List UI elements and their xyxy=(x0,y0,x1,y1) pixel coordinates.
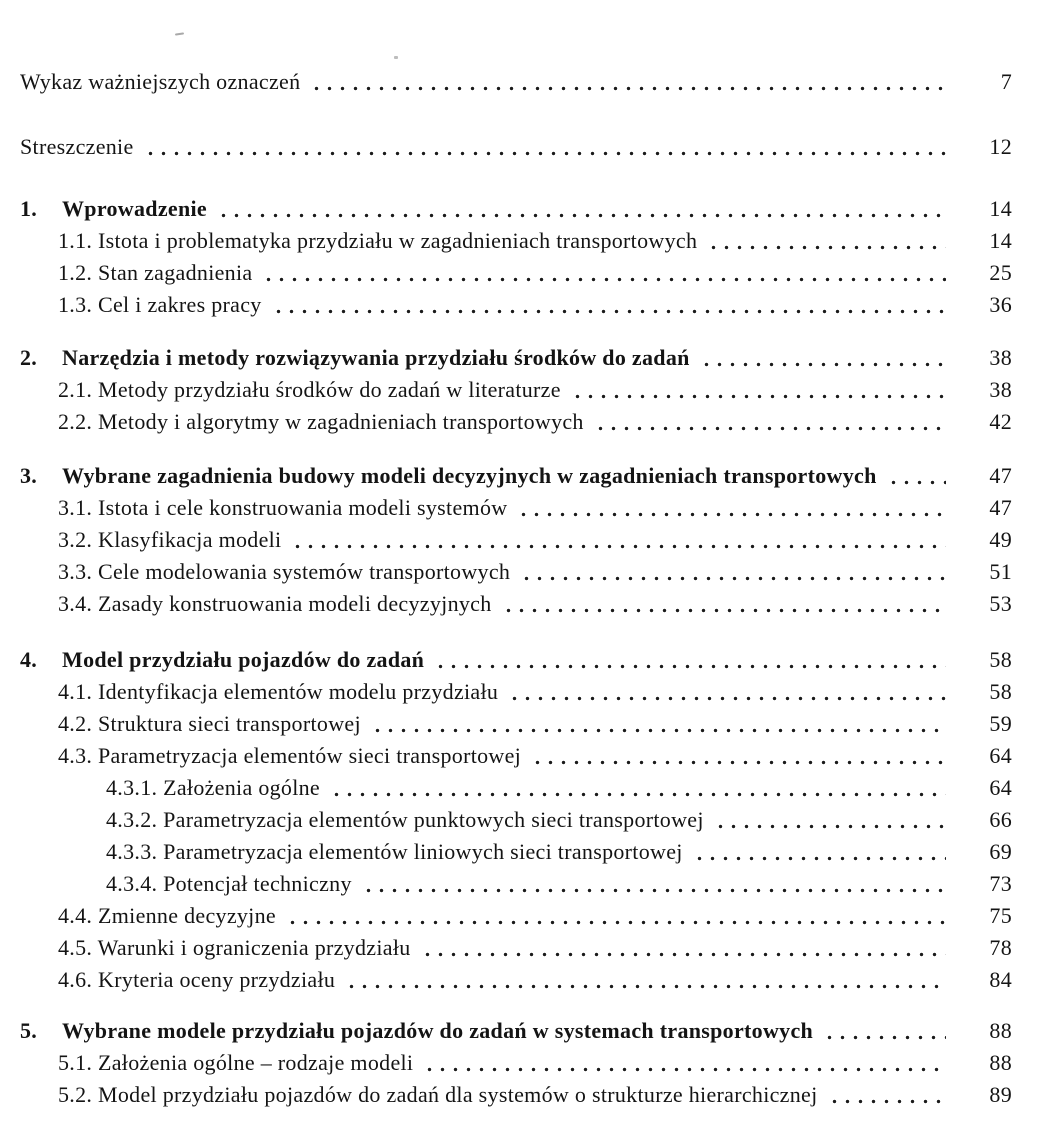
toc-entry-4-3-4 xyxy=(106,868,1012,900)
toc-page-number: 88 xyxy=(989,1050,1012,1075)
toc-chapter-3 xyxy=(20,460,1012,492)
toc-page-number: 53 xyxy=(989,591,1012,616)
toc-entry-4-3-2 xyxy=(106,804,1012,836)
toc-entry-label: Narzędzia i metody rozwiązywania przydziału środków do zadań xyxy=(62,345,690,370)
toc-page-number: 36 xyxy=(989,292,1012,317)
dot-leader xyxy=(499,588,946,620)
toc-entry-5-2 xyxy=(58,1079,1012,1111)
toc-entry-4-3-3 xyxy=(106,836,1012,868)
toc-page-number: 25 xyxy=(989,260,1012,285)
toc-entry-3-1 xyxy=(58,492,1012,524)
toc-entry-4-3-1 xyxy=(106,772,1012,804)
dot-leader xyxy=(283,900,946,932)
toc-entry-label: 3.4. Zasady konstruowania modeli decyzyjnych xyxy=(58,591,492,616)
toc-page-number: 66 xyxy=(989,807,1012,832)
toc-entry-label: 3.1. Istota i cele konstruowania modeli systemów xyxy=(58,495,508,520)
toc-page-number: 47 xyxy=(989,463,1012,488)
dot-leader xyxy=(505,676,946,708)
toc-entry-2-2 xyxy=(58,406,1012,438)
dot-leader xyxy=(368,708,946,740)
toc-page-number: 89 xyxy=(989,1082,1012,1107)
toc-entry-1-2 xyxy=(58,257,1012,289)
toc-page-number: 58 xyxy=(989,679,1012,704)
dot-leader xyxy=(288,524,946,556)
dot-leader xyxy=(141,131,946,163)
toc-entry-label: 4.3.1. Założenia ogólne xyxy=(106,775,320,800)
dot-leader xyxy=(825,1079,946,1111)
toc-entry-label: 5.2. Model przydziału pojazdów do zadań dla systemów o strukturze hierarchicznej xyxy=(58,1082,818,1107)
toc-page-number: 14 xyxy=(989,228,1012,253)
dot-leader xyxy=(359,868,946,900)
toc-entry-label: 1.2. Stan zagadnienia xyxy=(58,260,253,285)
dot-leader xyxy=(259,257,946,289)
toc-entry-label: 4.3.4. Potencjał techniczny xyxy=(106,871,352,896)
toc-entry-label: Model przydziału pojazdów do zadań xyxy=(62,647,425,672)
dot-leader xyxy=(711,804,946,836)
toc-page-number: 58 xyxy=(989,647,1012,672)
toc-page-number: 49 xyxy=(989,527,1012,552)
toc-entry-label: Wprowadzenie xyxy=(62,196,207,221)
toc-entry-2-1 xyxy=(58,374,1012,406)
dot-leader xyxy=(884,460,946,492)
dot-leader xyxy=(431,644,946,676)
dot-leader xyxy=(568,374,946,406)
dot-leader xyxy=(420,1047,946,1079)
toc-chapter-number: 3. xyxy=(20,463,38,488)
toc-chapter-number: 1. xyxy=(20,196,38,221)
toc-page-number: 88 xyxy=(989,1018,1012,1043)
dot-leader xyxy=(697,342,946,374)
toc-entry-4-4 xyxy=(58,900,1012,932)
toc-entry-label: 4.2. Struktura sieci transportowej xyxy=(58,711,361,736)
toc-page-number: 12 xyxy=(989,134,1012,159)
toc-entry-5-1 xyxy=(58,1047,1012,1079)
dot-leader xyxy=(704,225,946,257)
toc-page-number: 69 xyxy=(989,839,1012,864)
scan-artifact xyxy=(394,56,398,59)
toc-chapter-1 xyxy=(20,193,1012,225)
toc-entry-label: 3.3. Cele modelowania systemów transportowych xyxy=(58,559,511,584)
toc-page-number: 38 xyxy=(989,377,1012,402)
dot-leader xyxy=(690,836,946,868)
toc-entry-label: Wykaz ważniejszych oznaczeń xyxy=(20,69,301,94)
toc-entry-label: 1.3. Cel i zakres pracy xyxy=(58,292,262,317)
dot-leader xyxy=(528,740,946,772)
toc-chapter-number: 2. xyxy=(20,345,38,370)
toc-chapter-2 xyxy=(20,342,1012,374)
toc-entry-label: 4.1. Identyfikacja elementów modelu przydziału xyxy=(58,679,499,704)
toc-page-number: 78 xyxy=(989,935,1012,960)
toc-entry-label: 4.3. Parametryzacja elementów sieci transportowej xyxy=(58,743,522,768)
toc-entry-4-6 xyxy=(58,964,1012,996)
toc-entry-4-2 xyxy=(58,708,1012,740)
dot-leader xyxy=(307,66,946,98)
toc-entry-label: 1.1. Istota i problematyka przydziału w zagadnieniach transportowych xyxy=(58,228,698,253)
toc-entry-3-3 xyxy=(58,556,1012,588)
toc-entry-4-3 xyxy=(58,740,1012,772)
toc-entry-label: 4.6. Kryteria oceny przydziału xyxy=(58,967,336,992)
toc-page-number: 64 xyxy=(989,775,1012,800)
toc-entry-1-1 xyxy=(58,225,1012,257)
toc-entry-label: 4.5. Warunki i ograniczenia przydziału xyxy=(58,935,411,960)
toc-page-number: 59 xyxy=(989,711,1012,736)
toc-entry-streszczenie xyxy=(20,131,1012,163)
toc-entry-4-1 xyxy=(58,676,1012,708)
dot-leader xyxy=(269,289,946,321)
toc-entry-1-3 xyxy=(58,289,1012,321)
toc-page-number: 73 xyxy=(989,871,1012,896)
toc-page-number: 47 xyxy=(989,495,1012,520)
toc-page-number: 38 xyxy=(989,345,1012,370)
toc-page-number: 7 xyxy=(1000,69,1012,94)
toc-chapter-5 xyxy=(20,1015,1012,1047)
dot-leader xyxy=(514,492,946,524)
toc-entry-label: 2.1. Metody przydziału środków do zadań w literaturze xyxy=(58,377,561,402)
toc-entry-3-2 xyxy=(58,524,1012,556)
toc-page-number: 75 xyxy=(989,903,1012,928)
toc-entry-label: 5.1. Założenia ogólne – rodzaje modeli xyxy=(58,1050,414,1075)
toc-entry-label: Wybrane zagadnienia budowy modeli decyzyjnych w zagadnieniach transportowych xyxy=(62,463,877,488)
dot-leader xyxy=(418,932,946,964)
toc-entry-label: 4.3.3. Parametryzacja elementów liniowych sieci transportowej xyxy=(106,839,683,864)
dot-leader xyxy=(517,556,946,588)
dot-leader xyxy=(214,193,946,225)
toc-page-number: 84 xyxy=(989,967,1012,992)
toc-entry-label: Streszczenie xyxy=(20,134,134,159)
toc-entry-label: 4.3.2. Parametryzacja elementów punktowych sieci transportowej xyxy=(106,807,704,832)
toc-chapter-number: 4. xyxy=(20,647,38,672)
dot-leader xyxy=(342,964,946,996)
dot-leader xyxy=(820,1015,946,1047)
toc-chapter-4 xyxy=(20,644,1012,676)
toc-page-number: 42 xyxy=(989,409,1012,434)
toc-entry-oznaczen xyxy=(20,66,1012,98)
toc-entry-label: 4.4. Zmienne decyzyjne xyxy=(58,903,276,928)
dot-leader xyxy=(591,406,946,438)
toc-page-number: 64 xyxy=(989,743,1012,768)
toc-entry-label: 2.2. Metody i algorytmy w zagadnieniach transportowych xyxy=(58,409,584,434)
toc-entry-3-4 xyxy=(58,588,1012,620)
toc-chapter-number: 5. xyxy=(20,1018,38,1043)
toc-entry-label: Wybrane modele przydziału pojazdów do zadań w systemach transportowych xyxy=(62,1018,814,1043)
dot-leader xyxy=(327,772,946,804)
toc-entry-label: 3.2. Klasyfikacja modeli xyxy=(58,527,282,552)
toc-page-number: 14 xyxy=(989,196,1012,221)
toc-entry-4-5 xyxy=(58,932,1012,964)
toc-page-number: 51 xyxy=(989,559,1012,584)
